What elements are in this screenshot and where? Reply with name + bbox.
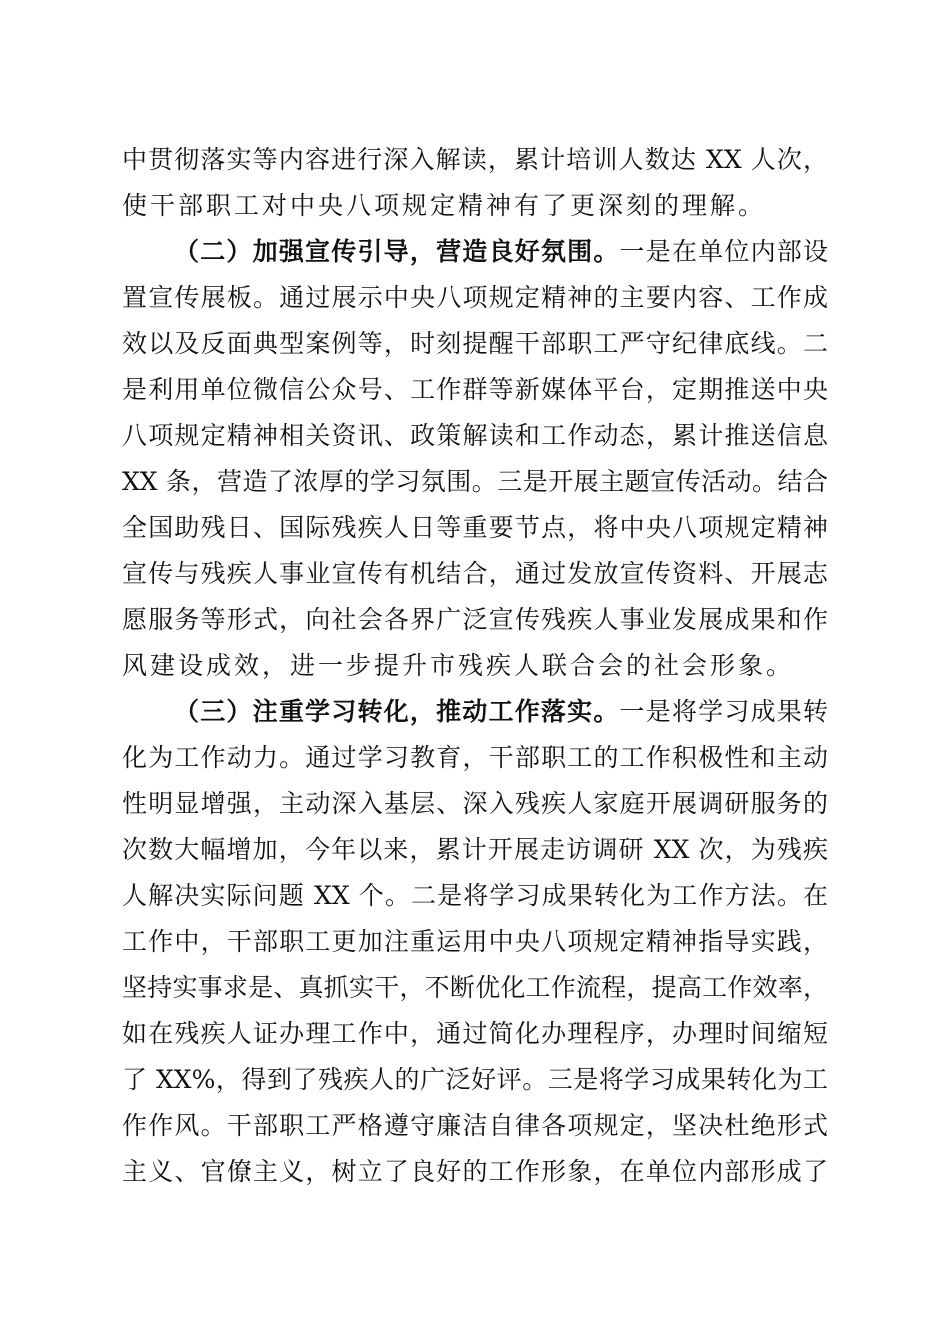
text-line: 了 XX%，得到了残疾人的广泛好评。三是将学习成果转化为工 bbox=[122, 1065, 828, 1094]
text-line: 次数大幅增加，今年以来，累计开展走访调研 XX 次，为残疾 bbox=[122, 835, 828, 864]
text-line: 如在残疾人证办理工作中，通过简化办理程序，办理时间缩短 bbox=[122, 1019, 828, 1048]
text-line: 是利用单位微信公众号、工作群等新媒体平台，定期推送中央 bbox=[122, 375, 828, 404]
section-heading: （二）加强宣传引导，营造良好氛围。 bbox=[174, 237, 620, 266]
text-line: 置宣传展板。通过展示中央八项规定精神的主要内容、工作成 bbox=[122, 283, 828, 312]
text-fragment: 一是将学习成果转 bbox=[619, 697, 828, 726]
text-line: 使干部职工对中央八项规定精神有了更深刻的理解。 bbox=[122, 191, 767, 220]
text-line: 效以及反面典型案例等，时刻提醒干部职工严守纪律底线。二 bbox=[122, 329, 828, 358]
text-line: 坚持实事求是、真抓实干，不断优化工作流程，提高工作效率， bbox=[122, 973, 828, 1002]
text-line: 作作风。干部职工严格遵守廉洁自律各项规定，坚决杜绝形式 bbox=[122, 1111, 828, 1140]
text-line: 八项规定精神相关资讯、政策解读和工作动态，累计推送信息 bbox=[122, 421, 828, 450]
text-line: 主义、官僚主义，树立了良好的工作形象，在单位内部形成了 bbox=[122, 1157, 828, 1186]
text-fragment: 一是在单位内部设 bbox=[619, 237, 828, 266]
text-line: 全国助残日、国际残疾人日等重要节点，将中央八项规定精神 bbox=[122, 513, 828, 542]
text-line: 愿服务等形式，向社会各界广泛宣传残疾人事业发展成果和作 bbox=[122, 605, 828, 634]
section-heading-line bbox=[174, 232, 828, 272]
section-heading: （三）注重学习转化，推动工作落实。 bbox=[174, 697, 620, 726]
text-line: XX 条，营造了浓厚的学习氛围。三是开展主题宣传活动。结合 bbox=[122, 467, 828, 496]
text-line: 风建设成效，进一步提升市残疾人联合会的社会形象。 bbox=[122, 651, 795, 680]
text-line: 性明显增强，主动深入基层、深入残疾人家庭开展调研服务的 bbox=[122, 789, 828, 818]
text-line: 化为工作动力。通过学习教育，干部职工的工作积极性和主动 bbox=[122, 743, 828, 772]
text-line: 宣传与残疾人事业宣传有机结合，通过发放宣传资料、开展志 bbox=[122, 559, 828, 588]
text-line: 工作中，干部职工更加注重运用中央八项规定精神指导实践， bbox=[122, 927, 828, 956]
text-line: 人解决实际问题 XX 个。二是将学习成果转化为工作方法。在 bbox=[122, 881, 828, 910]
text-line: 中贯彻落实等内容进行深入解读，累计培训人数达 XX 人次， bbox=[122, 145, 828, 174]
section-heading-line bbox=[174, 692, 828, 732]
